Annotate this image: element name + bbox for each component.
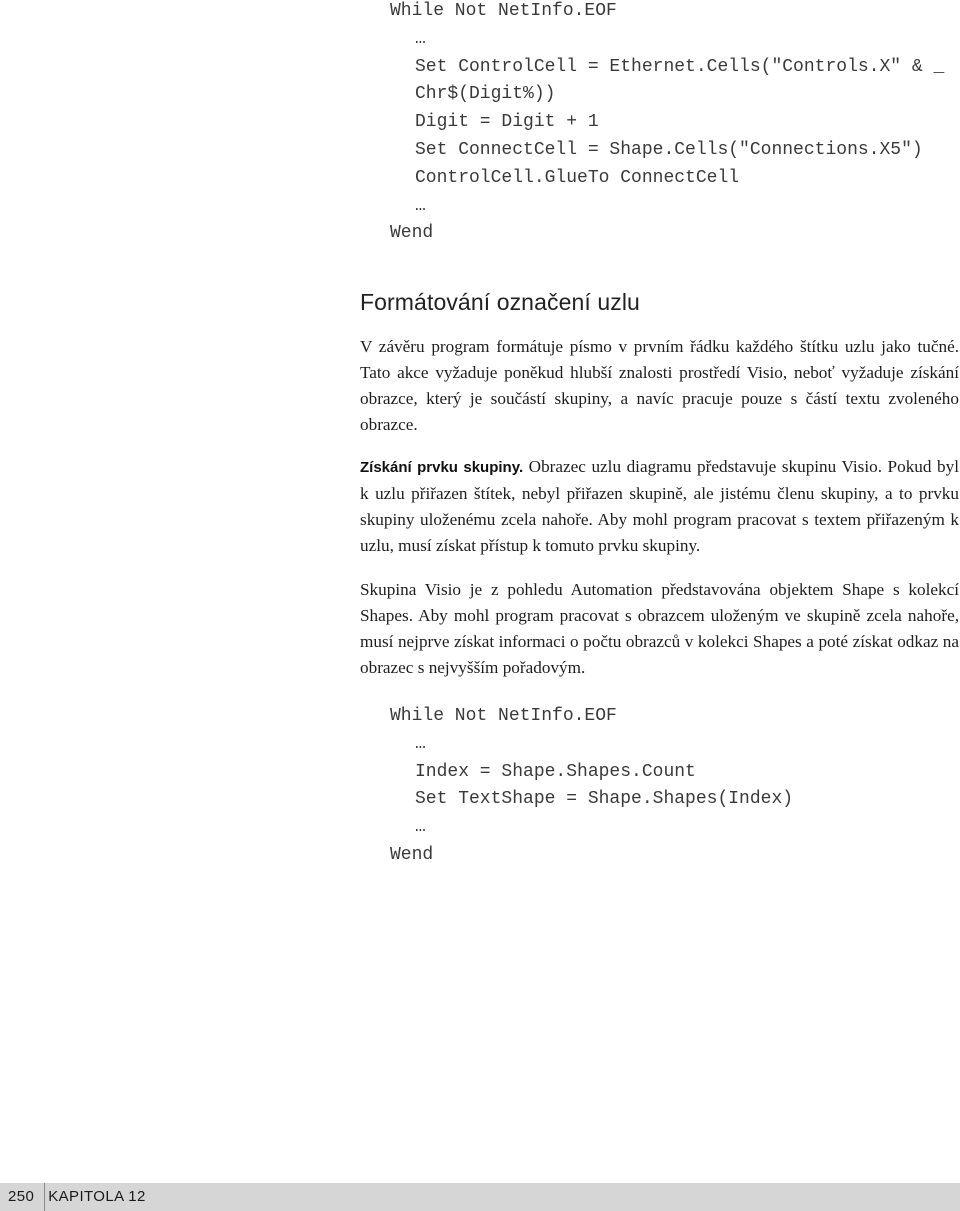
section-heading: Formátování označení uzlu — [360, 289, 640, 315]
chapter-label: KAPITOLA 12 — [48, 1188, 146, 1205]
code-line: While Not NetInfo.EOF — [390, 706, 617, 726]
code-line: While Not NetInfo.EOF — [390, 1, 617, 21]
code-listing-2 — [390, 703, 793, 870]
code-line: Set TextShape = Shape.Shapes(Index) — [415, 789, 794, 810]
paragraph-automation: Skupina Visio je z pohledu Automation představována objektem Shape s kolekcí Shapes. Aby mohl program pracovat s obrazcem uloženým ve skupině zcela nahoře, musí nejprve získat informaci o počtu obrazců v kolekci Shapes a poté získat odkaz na obrazec s nejvyšším pořadovým. — [360, 580, 959, 677]
code-line: Digit = Digit + 1 — [415, 112, 599, 133]
code-listing-1 — [390, 0, 944, 248]
paragraph-intro: V závěru program formátuje písmo v prvním řádku každého štítku uzlu jako tučné. Tato akce vyžaduje poněkud hlubší znalosti prostředí Visio, neboť vyžaduje získání obrazce, který je součástí skupiny, a navíc pracuje pouze s částí textu zvoleného obrazce. — [360, 337, 959, 434]
code-line: Chr$(Digit%)) — [415, 84, 556, 105]
run-in-heading: Získání prvku skupiny. — [360, 459, 524, 476]
paragraph-text: Obrazec uzlu diagramu představuje skupinu Visio. Pokud byl k uzlu přiřazen štítek, nebyl přiřazen skupině, ale jistému členu skupiny, a to prvku skupiny uloženému zcela nahoře. Aby mohl program pracovat s textem přiřazeným k uzlu, musí získat přístup k tomuto prvku skupiny. — [360, 457, 959, 555]
code-line: Set ControlCell = Ethernet.Cells("Controls.X" & _ — [415, 56, 945, 77]
code-line: ControlCell.GlueTo ConnectCell — [415, 167, 740, 188]
code-line: Index = Shape.Shapes.Count — [415, 761, 696, 782]
code-line: … — [415, 817, 426, 838]
code-line: … — [415, 195, 426, 216]
code-line: … — [415, 733, 426, 754]
code-line: … — [415, 28, 426, 49]
code-line: Set ConnectCell = Shape.Cells("Connections.X5") — [415, 139, 923, 160]
paragraph-group-member — [360, 454, 959, 559]
code-line: Wend — [390, 844, 434, 865]
page-number: 250 — [8, 1188, 35, 1205]
code-line: Wend — [390, 223, 434, 244]
page-footer — [8, 1188, 146, 1205]
